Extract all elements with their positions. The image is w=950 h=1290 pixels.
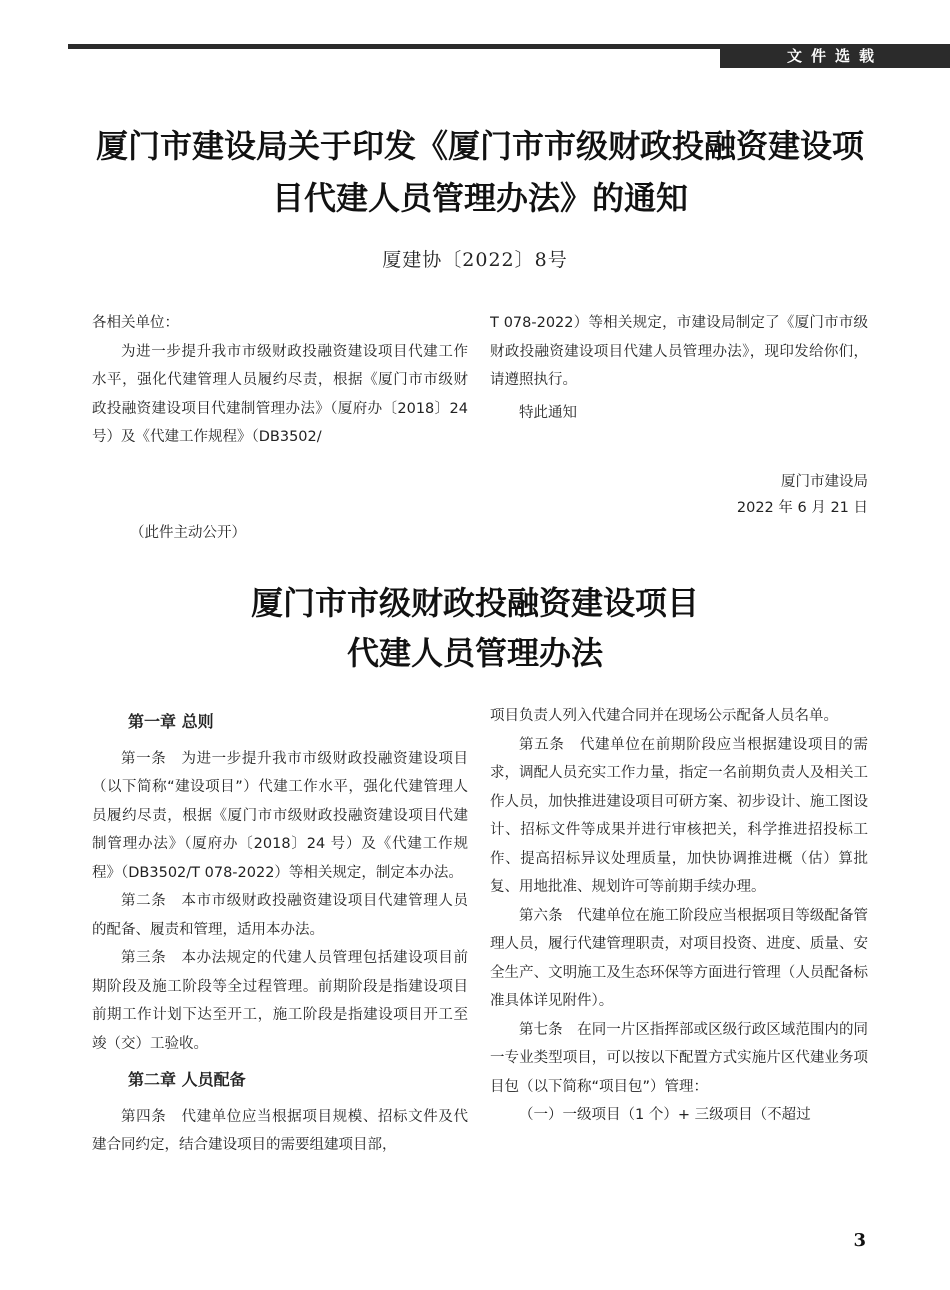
notice-right-column [490, 309, 868, 429]
measures-title-line2: 代建人员管理办法 [346, 634, 603, 672]
article-3: 第三条 本办法规定的代建人员管理包括建设项目前期阶段及施工阶段等全过程管理。前期阶段是指建设项目前期工作计划下达至开工，施工阶段是指建设项目开工至竣（交）工验收。 [92, 950, 468, 1052]
article-2: 第二条 本市市级财政投融资建设项目代建管理人员的配备、履责和管理，适用本办法。 [92, 893, 468, 938]
chapter-heading: 第二章 人员配备 [128, 1070, 246, 1089]
article-7: 第七条 在同一片区指挥部或区级行政区域范围内的同一专业类型项目，可以按以下配置方式实施片区代建业务项目包（以下简称“项目包”）管理： [490, 1021, 868, 1095]
header-rule [68, 44, 720, 49]
article-4: 第四条 代建单位应当根据项目规模、招标文件及代建合同约定，结合建设项目的需要组建项目部， [92, 1108, 468, 1153]
chapter-heading: 第一章 总则 [128, 712, 214, 731]
section-label: 文件选载 [720, 44, 950, 68]
notice-title [80, 120, 880, 224]
disclosure-note: （此件主动公开） [130, 525, 246, 541]
measures-title [0, 578, 950, 678]
article-7-item-1: （一）一级项目（1 个）+ 三级项目（不超过 [519, 1107, 811, 1123]
measures-title-line1: 厦门市市级财政投融资建设项目 [250, 584, 699, 622]
article-5: 第五条 代建单位在前期阶段应当根据建设项目的需求，调配人员充实工作力量，指定一名前期负责人及相关工作人员，加快推进建设项目可研方案、初步设计、施工图设计、招标文件等成果并进行审核把关，科学推进招投标工作、提高招标异议处理质量，加快协调推进概（估）算批复、用地批准、规划许可等前期手续办理。 [490, 736, 868, 895]
issue-date: 2022 年 6 月 21 日 [736, 500, 868, 516]
article-6: 第六条 代建单位在施工阶段应当根据项目等级配备管理人员，履行代建管理职责，对项目投资、进度、质量、安全生产、文明施工及生态环保等方面进行管理（人员配备标准具体详见附件）。 [490, 907, 868, 1009]
notice-left-column [92, 309, 468, 459]
notice-title-line1: 厦门市建设局关于印发《厦门市市级财政投融资建设项 [95, 127, 864, 165]
notice-body: 为进一步提升我市市级财政投融资建设项目代建工作水平，强化代建管理人员履约尽责，根据《厦门市市级财政投融资建设项目代建制管理办法》（厦府办〔2018〕24号）及《代建工作规程》（DB3502/ [92, 343, 468, 445]
page-number: 3 [853, 1230, 866, 1251]
closing: 特此通知 [519, 405, 577, 421]
salutation: 各相关单位： [92, 315, 179, 331]
article-4-continued: 项目负责人列入代建合同并在现场公示配备人员名单。 [490, 708, 838, 724]
measures-left-column [92, 702, 468, 1182]
document-number: 厦建协〔2022〕8号 [382, 249, 568, 271]
notice-title-line2: 目代建人员管理办法》的通知 [271, 179, 688, 217]
notice-body-continued: T 078-2022）等相关规定，市建设局制定了《厦门市市级财政投融资建设项目代建人员管理办法》，现印发给你们，请遵照执行。 [490, 315, 868, 388]
measures-right-column [490, 702, 868, 1182]
issuer: 厦门市建设局 [781, 474, 868, 490]
article-1: 第一条 为进一步提升我市市级财政投融资建设项目（以下简称“建设项目”）代建工作水平，强化代建管理人员履约尽责，根据《厦门市市级财政投融资建设项目代建制管理办法》（厦府办〔2018〕24 号）及《代建工作规程》（DB3502/T 078-2022）等相关规定，制定本办法。 [92, 750, 468, 881]
